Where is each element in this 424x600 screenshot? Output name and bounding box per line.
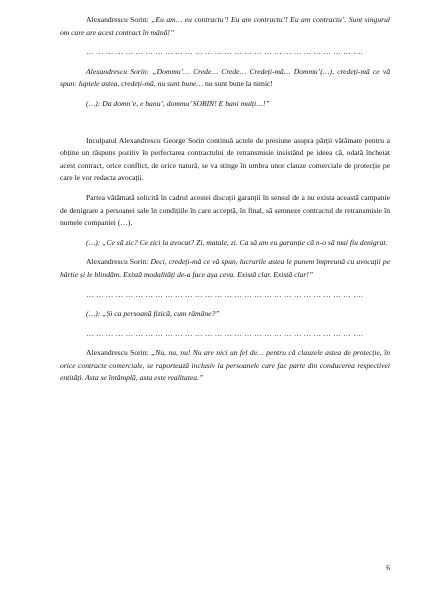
dialogue-paragraph-2	[60, 66, 390, 91]
quote-text: (…): „Și ca persoană fizică, cum rămâne?”	[86, 309, 220, 319]
ellipsis-line-2: … … … … … … … … … … … … … … … … … … … … … … … … … … … ….	[86, 289, 363, 299]
quote-text: „Eu am… eu contractu’! Eu am contractu’! Eu am contractu’. Sunt singurul om care are acest contract în mână!”	[60, 15, 390, 37]
quote-tail: nu sunt bune la nimic!	[205, 79, 273, 89]
ellipsis-line-1: … … … … … … … … … … … … … … … … … … … … … … … … … … … ….	[86, 47, 363, 57]
speaker-label: Alexandrescu Sorin:	[86, 15, 149, 24]
speaker-label: Alexandrescu Sorin:	[86, 348, 149, 358]
dialogue-paragraph-1	[60, 14, 390, 39]
quote-text: Deci, credeți-mă ce vă spun, lucrurile astea le punem împreună cu avocații pe hârtie și le blindăm. Există modalități de-a face așa ceva. Există clar. Există clar!”	[60, 257, 390, 279]
page-number: 6	[386, 563, 390, 572]
dialogue-paragraph-4	[60, 237, 390, 250]
dialogue-paragraph-3	[60, 98, 390, 111]
ellipsis-line-3: … … … … … … … … … … … … … … … … … … … … … … … … … … … ….	[86, 328, 363, 338]
narrative-paragraph-1: Inculpatul Alexandrescu George Sorin continuă actele de presiune asupra părții vătămate pentru a obține un răspuns pozitiv în perfectarea contractului de retransmisie insistând pe ideea că, odată încheiat acest contract, orice conflict, de orice natură, se va stinge în umbra unor clauze comerciale de protecție pe care le vor redacta avocații.	[60, 135, 390, 183]
quote-text: (…): „Ce să zic? Ce zici la avocat? Zi, matale, zi. Ca să am eu garanție că n-o să mai fiu denigrat.	[86, 237, 388, 247]
quote-text: „Nu, nu, nu! Nu are nici un fel de… pentru că clauzele astea de protecție, în orice contracte comerciale, se raportează inclusiv la persoanele care fac parte din conducerea respectivei entități. Asta se întâmplă, asta este realitatea.”	[60, 348, 390, 383]
dialogue-paragraph-7	[60, 347, 390, 385]
narrative-paragraph-2: Partea vătămată solicită în cadrul acestei discuții garanții în sensul de a nu exista această campanie de denigrare a persoanei sale în condițiile în care acceptă, în final, să semneze contractul de retransmisie în numele companiei (…).	[60, 192, 390, 228]
dialogue-paragraph-6	[60, 308, 390, 321]
speaker-label: Alexandrescu Sorin:	[86, 257, 149, 267]
quote-text: (…): Da domn’e, e banu’, dommu’ SORIN! E bani mulți…!”	[86, 98, 270, 108]
dialogue-paragraph-5	[60, 256, 390, 281]
quote-text: Alexandrescu Sorin: „Dommu’… Crede… Crede… Credeți-mă… Dommu’(…), credeți-mă ce vă spun: luptele astea, credeți-mă, nu sunt bune…	[60, 66, 390, 89]
